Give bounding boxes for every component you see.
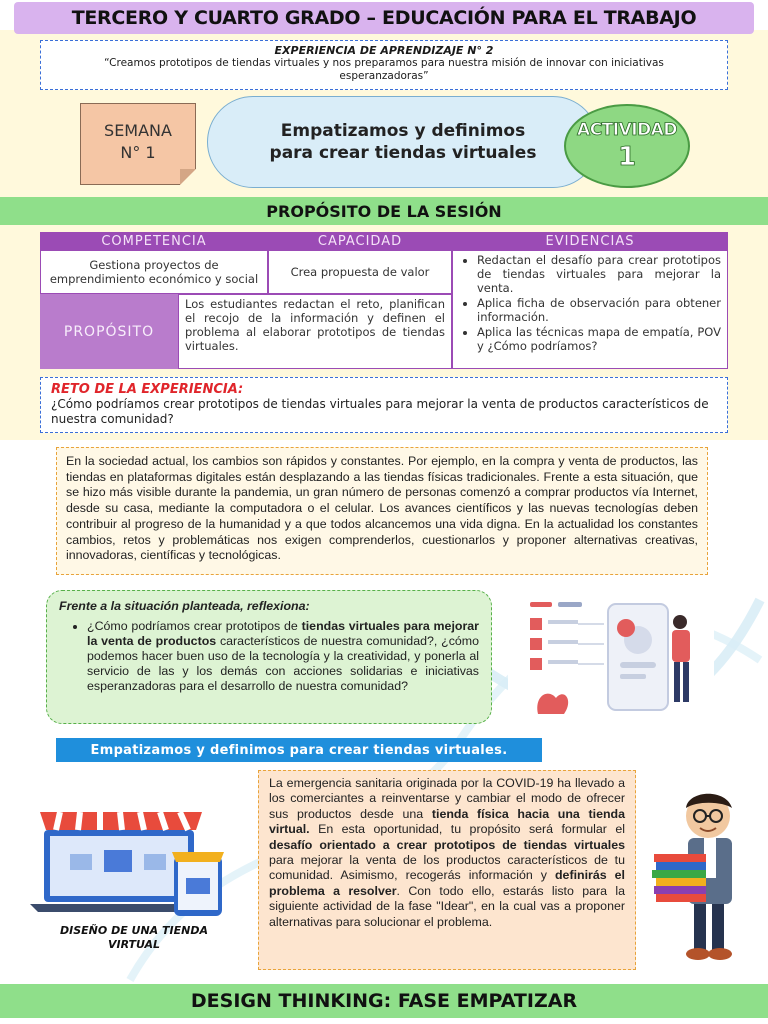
activity-badge-label: ACTIVIDAD <box>577 120 677 140</box>
emergency-emphasis: definirás el problema a resolver <box>269 868 625 898</box>
experience-box <box>40 40 728 90</box>
reflection-box <box>46 590 492 724</box>
section-heading: Empatizamos y definimos para crear tiendas virtuales. <box>56 738 542 762</box>
experience-title: EXPERIENCIA DE APRENDIZAJE N° 2 <box>274 44 494 57</box>
emergency-emphasis: desafío orientado a crear prototipos de tiendas virtuales <box>269 837 625 852</box>
challenge-text: ¿Cómo podríamos crear prototipos de tiendas virtuales para mejorar la venta de productos característicos de nuestra comunidad? <box>51 397 709 426</box>
emergency-text: En esta oportunidad, tu propósito será formular el <box>309 822 625 837</box>
activity-title <box>207 96 599 188</box>
table-header-competencia: COMPETENCIA <box>40 232 269 250</box>
week-number: N° 1 <box>120 143 156 162</box>
student-with-books-illustration <box>648 786 754 962</box>
activity-title-line1: Empatizamos y definimos <box>280 121 526 141</box>
illustration-caption: DISEÑO DE UNA TIENDA VIRTUAL <box>60 924 208 951</box>
week-label: SEMANA <box>104 121 172 140</box>
emergency-paragraph <box>258 770 636 970</box>
emergency-text: La emergencia sanitaria originada por la COVID-19 ha llevado a los comerciantes a reinventarse y cambiar el modo de ofrecer sus productos desde una <box>269 776 625 821</box>
context-paragraph: En la sociedad actual, los cambios son rápidos y constantes. Por ejemplo, en la compra y venta de productos, las tiendas en plataformas digitales están desplazando a las tiendas físicas tradicionales. Frente a esta situación, que se hizo más visible durante la pandemia, un gran número de personas comenzó a comprar productos vía Internet, desde su casa, mediante la computadora o el celular. Los avances científicos y las nuevas tecnologías deben contribuir al progreso de la humanidad y a que todos alcancemos una vida digna. En la actualidad los constantes cambios, retos y problemáticas nos exigen comprenderlos, cuestionarlos y proponer alternativas creativas, innovadoras, científicas y tecnológicas. <box>56 447 708 575</box>
list-item: • Redactan el desafío para crear prototipos de tiendas virtuales para mejorar la venta. <box>477 253 721 295</box>
note-fold-icon <box>180 169 196 185</box>
table-cell-evidencias <box>452 250 728 369</box>
challenge-title: RETO DE LA EXPERIENCIA: <box>51 382 244 397</box>
question-text: ¿Cómo podríamos crear prototipos de <box>87 619 302 633</box>
table-cell-capacidad: Crea propuesta de valor <box>268 250 452 294</box>
page-title: TERCERO Y CUARTO GRADO – EDUCACIÓN PARA EL TRABAJO <box>14 2 754 34</box>
question-emphasis: tiendas virtuales para mejorar la venta de productos <box>87 619 479 648</box>
emergency-text: para mejorar la venta de los productos característicos de tu comunidad. Asimismo, recogerás información y <box>269 853 625 883</box>
emergency-emphasis: tienda física hacia una tienda virtual. <box>269 806 625 837</box>
reflection-title: Frente a la situación planteada, reflexiona: <box>59 599 310 613</box>
table-cell-competencia: Gestiona proyectos de emprendimiento económico y social <box>40 250 268 294</box>
virtual-store-illustration <box>30 808 240 920</box>
challenge-box <box>40 377 728 433</box>
table-header-capacidad: CAPACIDAD <box>268 232 453 250</box>
purpose-table <box>40 232 728 369</box>
footer-heading: DESIGN THINKING: FASE EMPATIZAR <box>0 984 768 1018</box>
online-shopping-illustration <box>508 588 714 722</box>
activity-title-line2: para crear tiendas virtuales <box>269 143 537 163</box>
reflection-list <box>59 619 479 694</box>
table-label-proposito: PROPÓSITO <box>40 294 178 369</box>
evidence-list <box>453 251 727 353</box>
purpose-section-heading: PROPÓSITO DE LA SESIÓN <box>0 197 768 225</box>
table-cell-proposito: Los estudiantes redactan el reto, planifican el recojo de la información y definen el problema al elaborar prototipos de tiendas virtuales. <box>178 294 452 369</box>
activity-badge-number: 1 <box>617 142 637 172</box>
activity-badge <box>564 104 690 188</box>
list-item: • Aplica las técnicas mapa de empatía, POV y ¿Cómo podríamos? <box>477 325 721 353</box>
emergency-text: . Con todo ello, estarás listo para la siguiente actividad de la fase "Idear", en la cual vas a proponer alternativas para solucionar el problema. <box>269 883 625 929</box>
table-header-evidencias: EVIDENCIAS <box>452 232 728 250</box>
question-text: característicos de nuestra comunidad?, ¿cómo podemos hacer buen uso de la tecnología y la creatividad, y ponerla al servicio de las y los demás con acciones solidarias e iniciativas esperanzadoras para el desarrollo de nuestra comunidad? <box>87 634 479 693</box>
week-note <box>80 103 196 185</box>
reflection-question <box>87 619 479 694</box>
experience-text: “Creamos prototipos de tiendas virtuales y nos preparamos para nuestra misión de innovar con iniciativas esperanzadoras” <box>104 57 664 82</box>
list-item: • Aplica ficha de observación para obtener información. <box>477 296 721 324</box>
